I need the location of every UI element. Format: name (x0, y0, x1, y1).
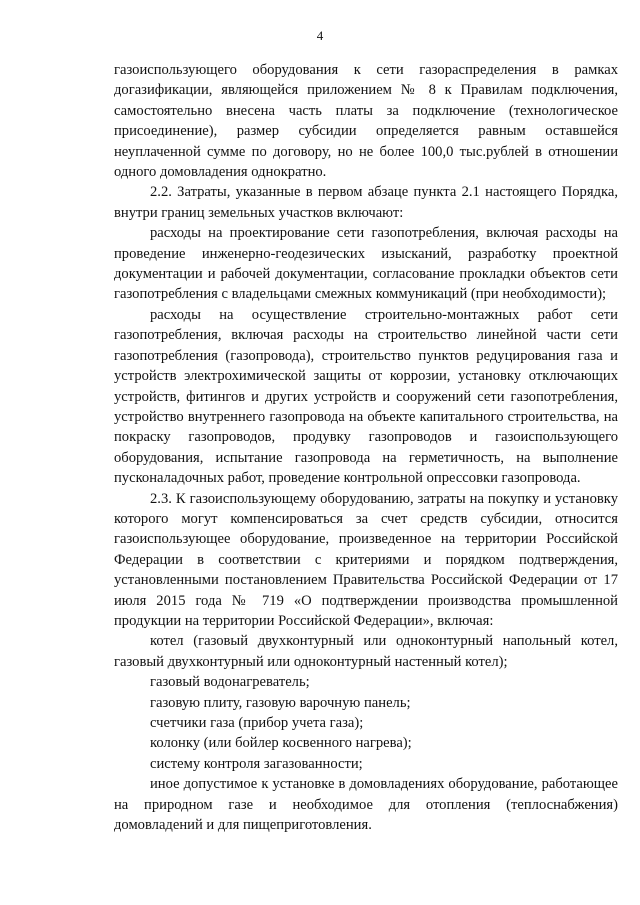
list-item-boiler: котел (газовый двухконтурный или одноконтурный напольный котел, газовый двухконтурный или одноконтурный настенный котел); (114, 633, 618, 670)
paragraph-continuation: газоиспользующего оборудования к сети газораспределения в рамках догазификации, являющейся приложением № 8 к Правилам подключения, самостоятельно внесена часть платы за подключение (технологическое присоединение), размер субсидии определяется равным оставшейся неуплаченной сумме по договору, но не более 100,0 тыс.рублей в отношении одного домовладения однократно. (114, 62, 618, 181)
list-item-gas-meter: счетчики газа (прибор учета газа); (150, 715, 364, 731)
list-item-other-equipment: иное допустимое к установке в домовладениях оборудование, работающее на природном газе и необходимое для отопления (теплоснабжения) домовладений и для пищеприготовления. (114, 776, 618, 834)
list-item-gas-detection: систему контроля загазованности; (150, 755, 363, 772)
document-body (114, 60, 618, 835)
paragraph-construction-costs: расходы на осуществление строительно-монтажных работ сети газопотребления, включая расходы на строительство линейной части сети газопотребления (газопровода), строительство пунктов редуцирования газа и устройств электрохимической защиты от коррозии, установку отключающих устройств, фитингов и других устройств и сооружений сети газопотребления, устройство внутреннего газопровода на объекте капитального строительства, на покраску газопроводов, продувку газопроводов и газоиспользующего оборудования, испытание газопровода на герметичность, на выполнение пусконаладочных работ, проведение контрольной опрессовки газопровода. (114, 306, 618, 487)
paragraph-2-3: 2.3. К газоиспользующему оборудованию, затраты на покупку и установку которого могут компенсироваться за счет средств субсидии, относится газоиспользующее оборудование, произведенное на территории Российской Федерации в соответствии с критериями и порядком подтверждения, установленными постановлением Правительства Российской Федерации от 17 июля 2015 года № 719 «О подтверждении производства промышленной продукции на территории Российской Федерации», включая: (114, 490, 618, 629)
list-item-gas-stove: газовую плиту, газовую варочную панель; (150, 694, 411, 711)
list-item-column: колонку (или бойлер косвенного нагрева); (150, 735, 412, 752)
page-number: 4 (316, 28, 324, 43)
list-item-water-heater: газовый водонагреватель; (150, 674, 310, 691)
paragraph-2-2: 2.2. Затраты, указанные в первом абзаце пункта 2.1 настоящего Порядка, внутри границ земельных участков включают: (114, 184, 618, 221)
paragraph-design-costs: расходы на проектирование сети газопотребления, включая расходы на проведение инженерно-геодезических изысканий, разработку проектной документации и рабочей документации, согласование прокладки объектов сети газопотребления с владельцами смежных коммуникаций (при необходимости); (114, 225, 618, 303)
